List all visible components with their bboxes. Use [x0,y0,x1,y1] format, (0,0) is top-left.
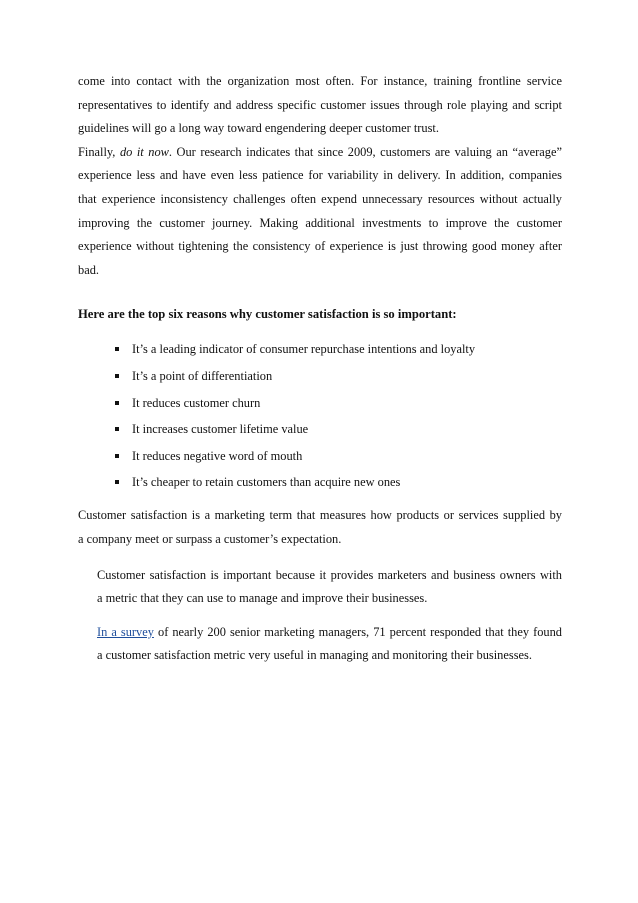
list-item [115,475,562,490]
definition-line: a company meet or surpass a customer’s expectation. [78,531,342,546]
finally-line: bad. [78,262,99,277]
finally-line: experience less and have even less patience for variability in delivery. In addition, companies [78,168,562,183]
definition-line: Customer satisfaction is a marketing term that measures how products or services supplied by [78,508,562,523]
square-bullet-icon [115,374,119,378]
survey-line: a customer satisfaction metric very useful in managing and monitoring their businesses. [97,648,532,663]
intro-line: representatives to identify and address specific customer issues through role playing and script [78,97,562,112]
reason-text: It’s a point of differentiation [132,368,273,383]
reasons-list [78,342,562,490]
square-bullet-icon [115,454,119,458]
finally-line: improving the customer journey. Making additional investments to improve the customer [78,215,562,230]
square-bullet-icon [115,401,119,405]
list-item [115,449,562,464]
importance-line: Customer satisfaction is important because it provides marketers and business owners with [97,567,562,582]
survey-line [97,621,562,645]
list-item [115,422,562,437]
reason-text: It reduces negative word of mouth [132,448,303,463]
reason-text: It increases customer lifetime value [132,422,309,437]
finally-paragraph [78,141,562,283]
square-bullet-icon [115,347,119,351]
document-page [78,70,562,668]
intro-paragraph [78,70,562,141]
reason-text: It reduces customer churn [132,395,261,410]
reasons-heading: Here are the top six reasons why customer satisfaction is so important: [78,307,457,322]
list-item [115,369,562,384]
survey-link[interactable]: In a survey [97,624,154,639]
finally-line [78,141,562,165]
finally-line: that experience inconsistency challenges often expend unnecessary resources without actually [78,191,562,206]
finally-line: experience without tightening the consistency of experience is just throwing good money after [78,239,562,254]
square-bullet-icon [115,480,119,484]
list-item [115,396,562,411]
survey-line1-rest: of nearly 200 senior marketing managers, 71 percent responded that they found [153,624,563,639]
square-bullet-icon [115,427,119,431]
importance-line: a metric that they can use to manage and improve their businesses. [97,591,428,606]
reason-text: It’s a leading indicator of consumer repurchase intentions and loyalty [132,342,476,357]
reason-text: It’s cheaper to retain customers than acquire new ones [132,475,401,490]
importance-paragraph [78,564,562,611]
finally-line1-rest: . Our research indicates that since 2009, customers are valuing an “average” [168,144,562,159]
intro-line: come into contact with the organization most often. For instance, training frontline service [78,74,562,88]
definition-paragraph [78,504,562,551]
finally-lead: Finally, [78,144,116,159]
survey-paragraph [78,621,562,668]
intro-line: guidelines will go a long way toward engendering deeper customer trust. [78,121,439,136]
list-item [115,342,562,357]
finally-emphasis: do it now [119,144,169,159]
